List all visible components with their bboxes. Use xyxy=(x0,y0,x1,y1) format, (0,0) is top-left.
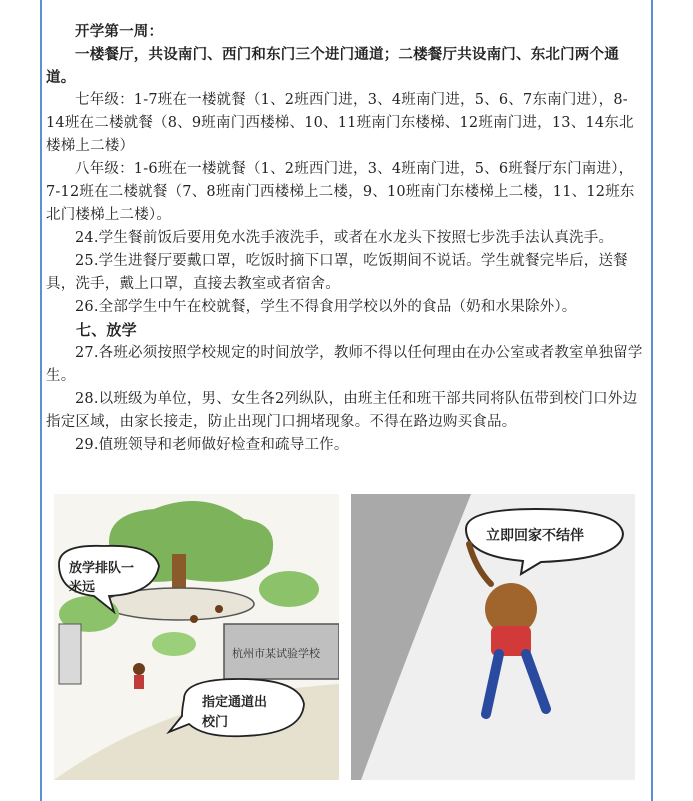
rule-29: 29.值班领导和老师做好检查和疏导工作。 xyxy=(75,437,349,453)
bubble-queue-line1: 放学排队一 xyxy=(69,561,135,576)
gate-pillar xyxy=(59,624,81,684)
article-body xyxy=(46,0,646,457)
illustration-queue xyxy=(54,494,339,780)
dismissal-heading: 七、放学 xyxy=(76,321,137,339)
go-home-drawing xyxy=(351,494,635,780)
grade8-text: 八年级：1-6班在一楼就餐（1、2班西门进，3、4班南门进，5、6班餐厅东门南进），7-12班在二楼就餐（7、8班南门西楼梯上二楼，9、10班南门东楼梯上二楼，11、12班东北门楼梯上二楼）。 xyxy=(46,161,635,223)
student-head-mid xyxy=(190,615,198,623)
rule-27: 27.各班必须按照学校规定的时间放学，教师不得以任何理由在办公室或者教室单独留学生。 xyxy=(46,345,643,384)
illustration-go-home xyxy=(351,494,635,780)
entrances-text: 一楼餐厅，共设南门、西门和东门三个进门通道；二楼餐厅共设南门、东北门两个通道。 xyxy=(46,46,619,86)
bubble-channel-line2: 校门 xyxy=(202,715,229,730)
bush-right xyxy=(259,571,319,607)
student-head xyxy=(133,663,145,675)
bubble-go-home-text: 立即回家不结伴 xyxy=(486,528,584,544)
bubble-queue-line2: 米远 xyxy=(69,580,96,595)
student-head-far xyxy=(215,605,223,613)
queue-drawing xyxy=(54,494,339,780)
rule-25: 25.学生进餐厅要戴口罩，吃饭时摘下口罩，吃饭期间不说话。学生就餐完毕后，送餐具，洗手，戴上口罩，直接去教室或者宿舍。 xyxy=(46,253,628,292)
week-title: 开学第一周： xyxy=(75,23,164,40)
rule-28: 28.以班级为单位，男、女生各2列纵队，由班主任和班干部共同将队伍带到校门口外边指定区域，由家长接走，防止出现门口拥堵现象。不得在路边购买食品。 xyxy=(46,391,638,430)
bubble-channel-line1: 指定通道出 xyxy=(202,695,268,710)
bush-center xyxy=(152,632,196,656)
rule-26: 26.全部学生中午在校就餐，学生不得食用学校以外的食品（奶和水果除外）。 xyxy=(75,299,577,315)
gate-sign: 杭州市某试验学校 xyxy=(232,647,320,660)
rule-24: 24.学生餐前饭后要用免水洗手液洗手，或者在水龙头下按照七步洗手法认真洗手。 xyxy=(75,230,614,246)
grade7-text: 七年级：1-7班在一楼就餐（1、2班西门进，3、4班南门进，5、6、7东南门进），8-14班在二楼就餐（8、9班南门西楼梯、10、11班南门东楼梯、12班南门进，13、14东北楼梯上二楼） xyxy=(46,92,634,154)
student-body xyxy=(134,675,144,689)
